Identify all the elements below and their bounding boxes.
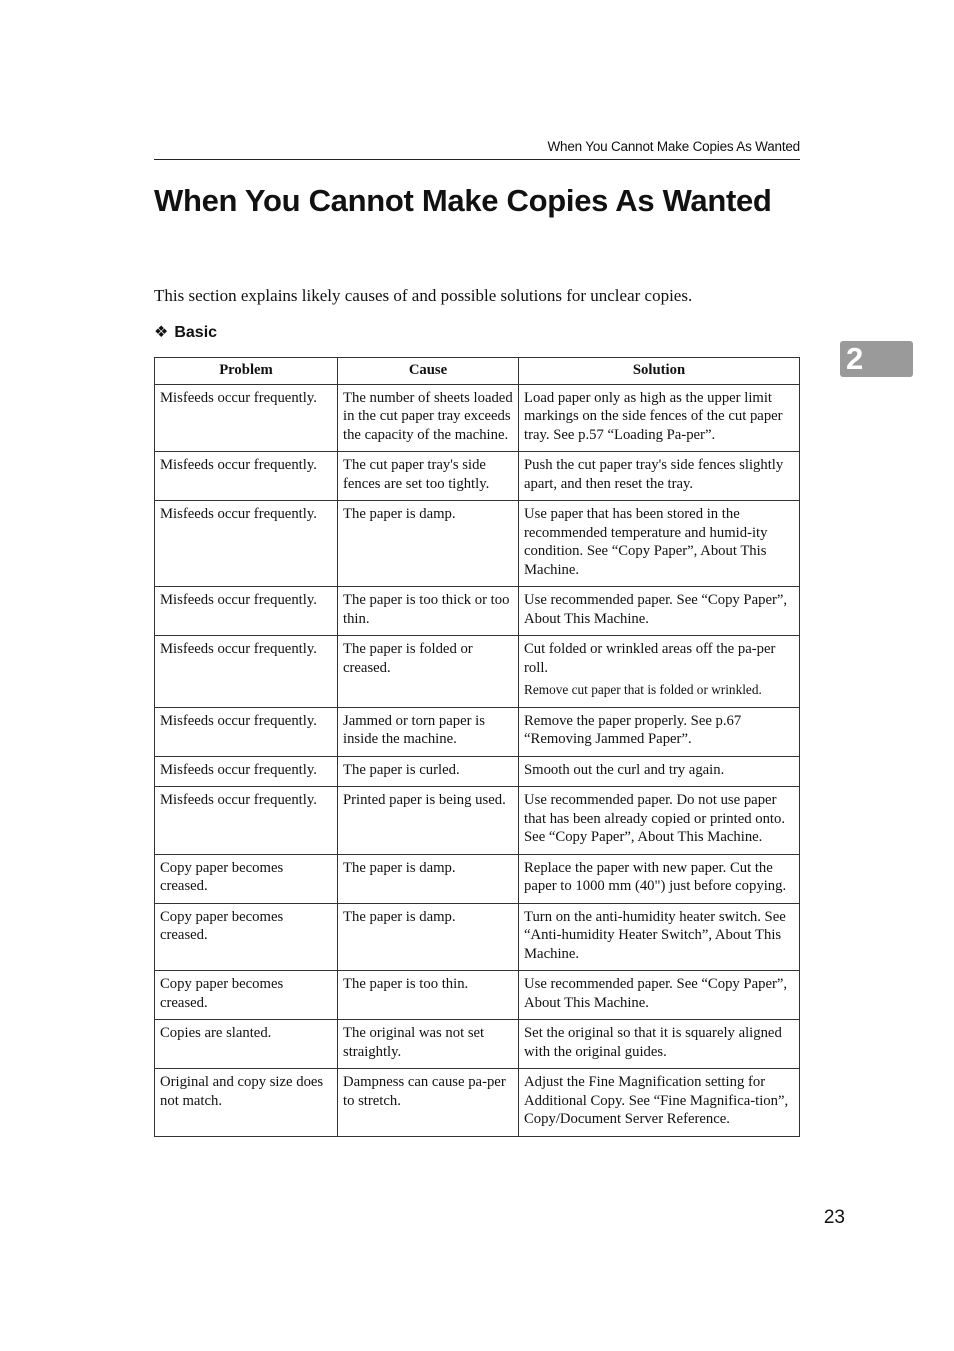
table-row xyxy=(155,1069,800,1137)
running-header: When You Cannot Make Copies As Wanted xyxy=(547,139,800,154)
problem-cell xyxy=(155,903,338,971)
solution-text: Push the cut paper tray's side fences slightly apart, and then reset the tray. xyxy=(524,457,784,492)
cause-text: Jammed or torn paper is inside the machine. xyxy=(343,712,485,747)
cause-cell xyxy=(338,452,519,501)
cause-text: The paper is curled. xyxy=(343,761,460,778)
solution-text: Set the original so that it is squarely aligned with the original guides. xyxy=(524,1025,782,1060)
cause-cell xyxy=(338,384,519,452)
cause-cell xyxy=(338,854,519,903)
problem-text: Misfeeds occur frequently. xyxy=(160,457,317,473)
solution-text: Adjust the Fine Magnification setting for Additional Copy. See “Fine Magnifica-tion”, Copy/Document Server Reference. xyxy=(524,1074,789,1127)
header-solution: Solution xyxy=(519,358,800,385)
problem-text: Copies are slanted. xyxy=(160,1025,272,1041)
cause-text: The paper is damp. xyxy=(343,859,456,876)
cause-text: The paper is damp. xyxy=(343,506,456,522)
problem-text: Copy paper becomes creased. xyxy=(160,859,284,894)
solution-cell xyxy=(519,787,800,855)
problem-cell xyxy=(155,787,338,855)
cause-cell xyxy=(338,636,519,708)
solution-cell xyxy=(519,1020,800,1069)
solution-text: Use recommended paper. See “Copy Paper”, About This Machine. xyxy=(524,976,788,1011)
cause-cell xyxy=(338,756,519,787)
solution-cell xyxy=(519,501,800,587)
problem-cell xyxy=(155,756,338,787)
section-heading xyxy=(154,322,217,342)
solution-cell xyxy=(519,854,800,903)
problem-text: Misfeeds occur frequently. xyxy=(160,389,317,406)
cause-text: The cut paper tray's side fences are set too tightly. xyxy=(343,457,490,492)
problem-text: Copy paper becomes creased. xyxy=(160,976,284,1011)
table-row xyxy=(155,971,800,1020)
problem-text: Copy paper becomes creased. xyxy=(160,908,284,943)
table-row xyxy=(155,452,800,501)
cause-cell xyxy=(338,1069,519,1137)
table-header-row xyxy=(155,358,800,385)
solution-text: Use recommended paper. See “Copy Paper”, About This Machine. xyxy=(524,592,788,627)
solution-text: Cut folded or wrinkled areas off the pa-per roll. xyxy=(524,641,776,676)
table-body xyxy=(155,384,800,1136)
table-row xyxy=(155,707,800,756)
problem-cell xyxy=(155,854,338,903)
solution-cell xyxy=(519,452,800,501)
header-problem: Problem xyxy=(155,358,338,385)
table-row xyxy=(155,501,800,587)
problem-cell xyxy=(155,636,338,708)
solution-text: Load paper only as high as the upper limit markings on the side fences of the cut paper tray. See p.57 “Loading Pa-per”. xyxy=(524,389,783,443)
header-cause: Cause xyxy=(338,358,519,385)
page-number: 23 xyxy=(823,1207,845,1228)
solution-cell xyxy=(519,707,800,756)
solution-text: Use recommended paper. Do not use paper that has been already copied or printed onto. See “Copy Paper”, About This Machine. xyxy=(524,792,786,845)
cause-text: The paper is too thick or too thin. xyxy=(343,592,510,627)
solution-cell xyxy=(519,971,800,1020)
solution-text: Smooth out the curl and try again. xyxy=(524,761,725,778)
problem-text: Misfeeds occur frequently. xyxy=(160,792,317,808)
problem-text: Original and copy size does not match. xyxy=(160,1074,324,1109)
chapter-tab xyxy=(840,341,913,377)
troubleshooting-table xyxy=(154,357,800,1137)
solution-text: Turn on the anti-humidity heater switch. See “Anti-humidity Heater Switch”, About This Machine. xyxy=(524,908,786,962)
problem-text: Misfeeds occur frequently. xyxy=(160,506,317,522)
solution-text: Replace the paper with new paper. Cut the paper to 1000 mm (40") just before copying. xyxy=(524,859,787,894)
cause-cell xyxy=(338,1020,519,1069)
problem-text: Misfeeds occur frequently. xyxy=(160,641,317,657)
cause-text: Dampness can cause pa-per to stretch. xyxy=(343,1074,506,1109)
table-row xyxy=(155,1020,800,1069)
cause-cell xyxy=(338,971,519,1020)
table-row xyxy=(155,903,800,971)
problem-cell xyxy=(155,971,338,1020)
cause-cell xyxy=(338,707,519,756)
cause-text: The original was not set straightly. xyxy=(343,1025,485,1060)
intro-paragraph: This section explains likely causes of and possible solutions for unclear copies. xyxy=(154,286,693,305)
problem-cell xyxy=(155,1069,338,1137)
problem-cell xyxy=(155,707,338,756)
page-title: When You Cannot Make Copies As Wanted xyxy=(154,183,772,218)
solution-cell xyxy=(519,587,800,636)
cause-text: The paper is too thin. xyxy=(343,976,469,992)
solution-cell xyxy=(519,636,800,708)
diamond-bullet-icon: ❖ xyxy=(154,324,169,341)
chapter-number: 2 xyxy=(846,341,864,376)
cause-text: The paper is damp. xyxy=(343,908,456,925)
problem-cell xyxy=(155,1020,338,1069)
solution-cell xyxy=(519,756,800,787)
table-row xyxy=(155,384,800,452)
cause-cell xyxy=(338,501,519,587)
solution-cell xyxy=(519,384,800,452)
cause-cell xyxy=(338,587,519,636)
cause-cell xyxy=(338,787,519,855)
solution-text: Use paper that has been stored in the recommended temperature and humid-ity condition. See “Copy Paper”, About This Machine. xyxy=(524,506,768,578)
problem-cell xyxy=(155,452,338,501)
table-row xyxy=(155,756,800,787)
table-row xyxy=(155,636,800,708)
solution-note: Remove cut paper that is folded or wrinkled. xyxy=(524,682,762,697)
header-rule xyxy=(154,159,800,160)
table-row xyxy=(155,787,800,855)
solution-cell xyxy=(519,1069,800,1137)
cause-cell xyxy=(338,903,519,971)
section-heading-label: Basic xyxy=(174,324,218,341)
problem-cell xyxy=(155,501,338,587)
cause-text: Printed paper is being used. xyxy=(343,792,506,808)
table-row xyxy=(155,854,800,903)
solution-text: Remove the paper properly. See p.67 “Removing Jammed Paper”. xyxy=(524,712,742,747)
problem-text: Misfeeds occur frequently. xyxy=(160,592,317,608)
problem-text: Misfeeds occur frequently. xyxy=(160,761,317,778)
solution-cell xyxy=(519,903,800,971)
cause-text: The paper is folded or creased. xyxy=(343,641,473,676)
problem-cell xyxy=(155,384,338,452)
cause-text: The number of sheets loaded in the cut paper tray exceeds the capacity of the machine. xyxy=(343,389,513,443)
table-row xyxy=(155,587,800,636)
problem-cell xyxy=(155,587,338,636)
problem-text: Misfeeds occur frequently. xyxy=(160,712,317,729)
